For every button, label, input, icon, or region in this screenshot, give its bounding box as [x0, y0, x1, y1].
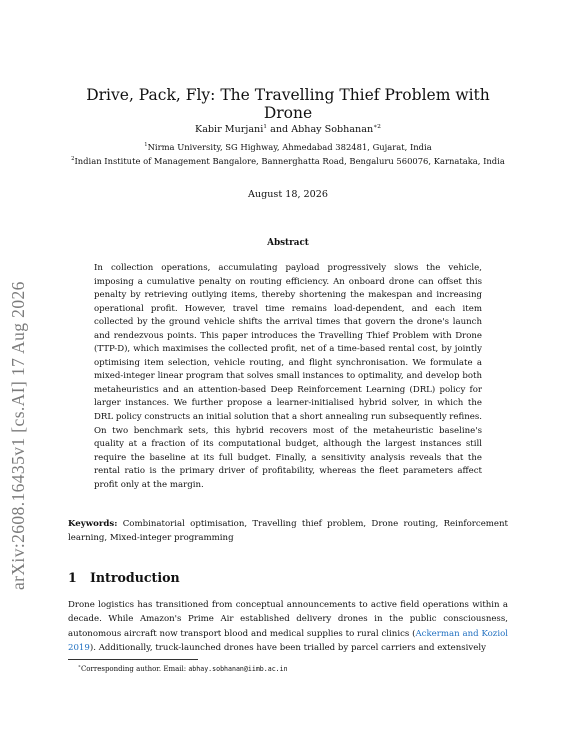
keywords-label: Keywords:: [68, 519, 118, 529]
author-list: [68, 124, 508, 135]
affiliation-mark: 1: [144, 142, 148, 149]
footnote-rule: [68, 659, 198, 660]
section-number: 1: [68, 570, 77, 585]
citation-link[interactable]: Ackerman and Koziol 2019: [68, 628, 509, 654]
introduction-paragraph: [68, 598, 508, 656]
footnote-mark: ∗: [78, 664, 81, 670]
paper-date: August 18, 2026: [248, 189, 328, 200]
author-conjunction: and: [267, 124, 292, 135]
keywords-text: Combinatorial optimisation, Travelling thief problem, Drone routing, Reinforcement learning, Mixed-integer programming: [68, 519, 508, 544]
keywords: [68, 517, 508, 545]
affiliation-text: Indian Institute of Management Bangalore, Bannerghatta Road, Bengaluru 560076, Karnataka, India: [74, 156, 505, 166]
section-title: Introduction: [90, 570, 180, 585]
affiliation-1: [68, 142, 508, 152]
affiliation-mark: 1: [263, 122, 268, 130]
footnote-text: Corresponding author. Email:: [80, 665, 189, 673]
affiliation-text: Nirma University, SG Highway, Ahmedabad 382481, Gujarat, India: [147, 142, 432, 152]
intro-text: ). Additionally, truck-launched drones have been trialled by parcel carriers and extensively: [89, 643, 486, 654]
arxiv-identifier: arXiv:2608.16435v1 [cs.AI] 17 Aug 2026: [8, 281, 28, 590]
paper-title: Drive, Pack, Fly: The Travelling Thief Problem with Drone: [86, 86, 490, 122]
affiliation-mark: ∗2: [373, 122, 381, 130]
email-address: abhay.sobhanan@iimb.ac.in: [188, 665, 288, 673]
affiliation-mark: 2: [71, 156, 75, 163]
abstract-body: In collection operations, accumulating payload progressively slows the vehicle, imposing a cumulative penalty on routing efficiency. An onboard drone can offset this penalty by retrieving outlying items, thereby shortening the makespan and increasing operational profit. However, travel time remains load-dependent, and each item collected by the ground vehicle shifts the arrival times that govern the drone's launch and rendezvous points. This paper introduces the Travelling Thief Problem with Drone (TTP-D), which maximises the collected profit, net of a time-based rental cost, by jointly optimising item selection, vehicle routing, and flight synchronisation. We formulate a mixed-integer linear program that solves small instances to optimality, and develop both metaheuristics and an attention-based Deep Reinforcement Learning (DRL) policy for larger instances. We further propose a learner-initialised hybrid solver, in which the DRL policy constructs an initial solution that a short annealing run subsequently refines. On two benchmark sets, this hybrid recovers most of the metaheuristic baseline's quality at a fraction of its computational budget, although the largest instances still require the baseline at its full budget. Finally, a sensitivity analysis reveals that the rental ratio is the primary driver of profitability, whereas the fleet parameters affect profit only at the margin.: [94, 263, 482, 490]
abstract-heading: Abstract: [267, 238, 309, 248]
author-name: Kabir Murjani: [195, 124, 264, 135]
intro-text: Drone logistics has transitioned from conceptual announcements to active field operations within a decade. While Amazon's Prime Air established delivery drones in the public consciousness, autonomous aircraft now transport blood and medical supplies to rural clinics (: [68, 600, 508, 639]
author-name: Abhay Sobhanan: [291, 124, 374, 135]
affiliation-2: [68, 156, 508, 166]
section-heading: [68, 570, 180, 585]
footnote: [78, 665, 508, 673]
